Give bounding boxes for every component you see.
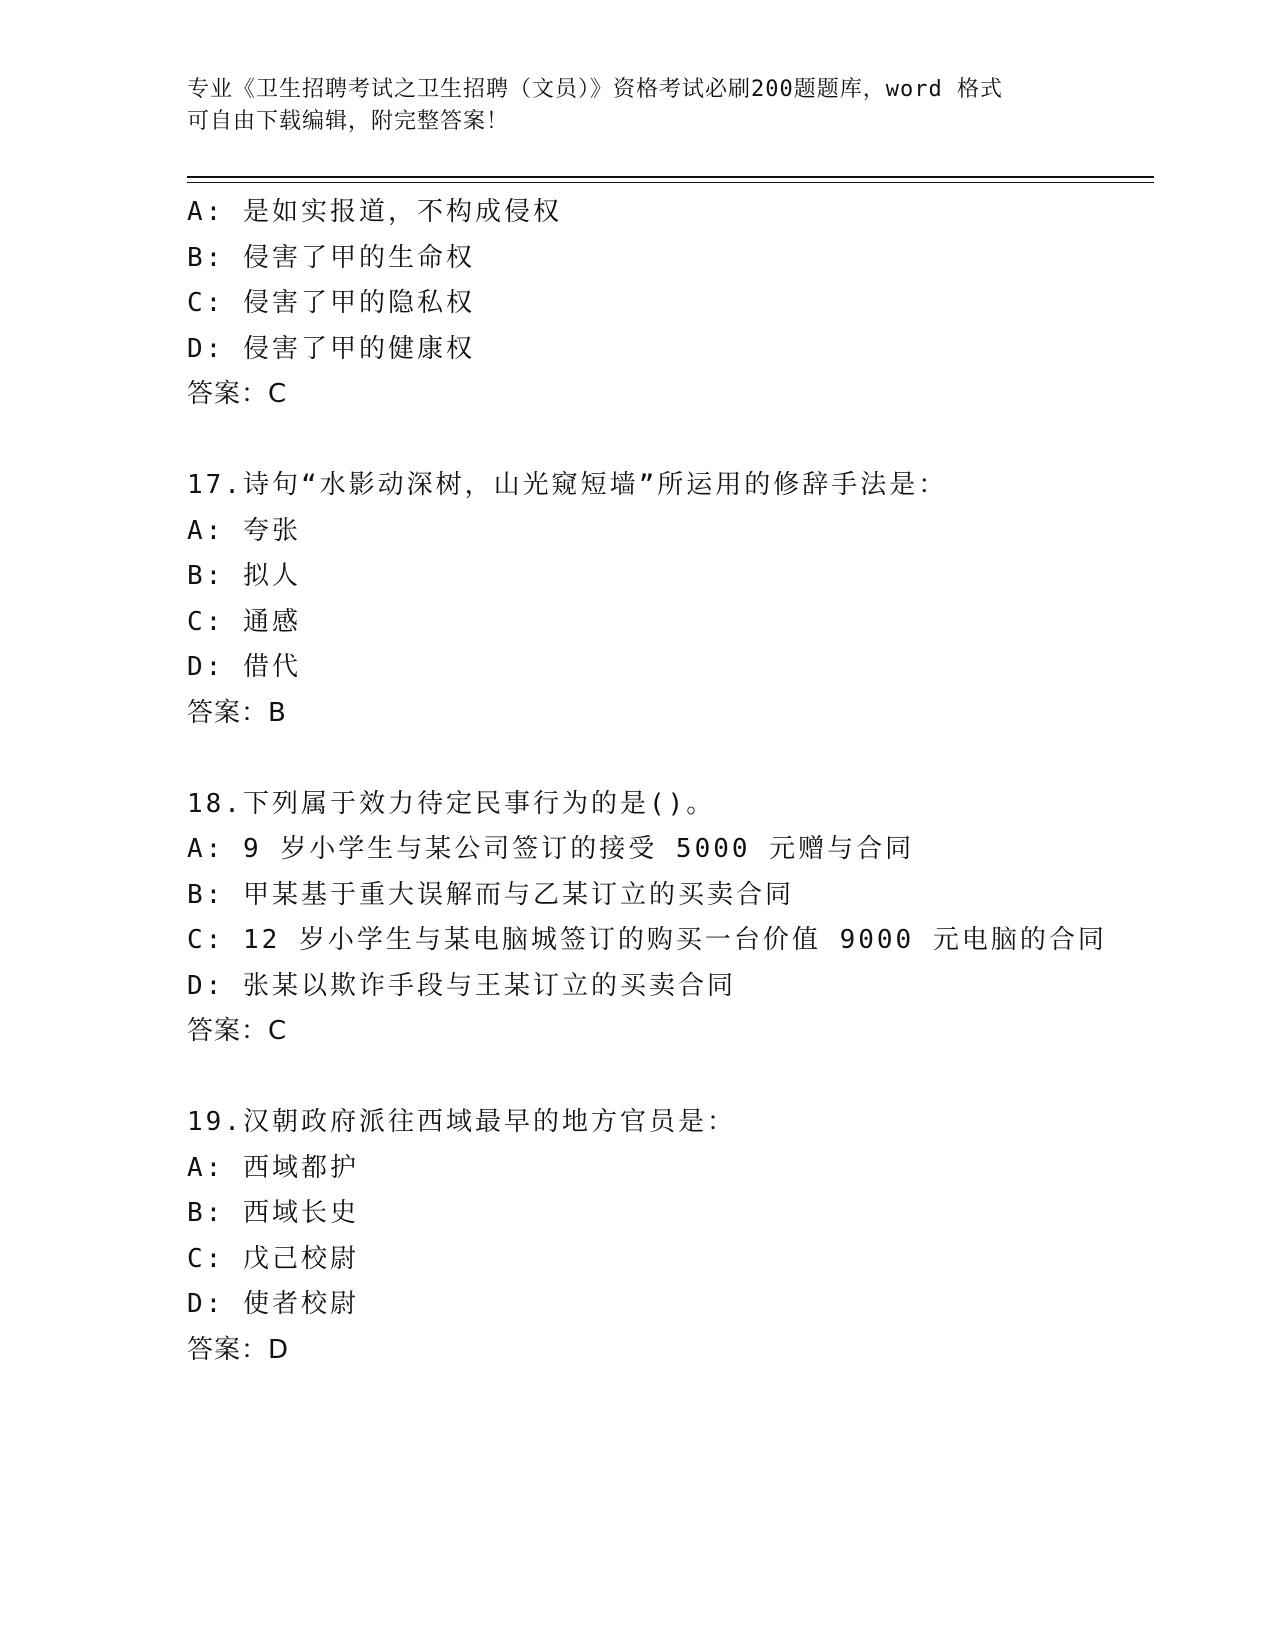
q17-option-d: D: 借代 [187, 652, 301, 682]
question-16-block [187, 190, 1147, 418]
q17-answer: 答案：B [187, 697, 287, 728]
question-18-block [187, 782, 1147, 1055]
q18-option-c: C: 12 岁小学生与某电脑城签订的购买一台价值 9000 元电脑的合同 [187, 925, 1107, 955]
q18-option-b: B: 甲某基于重大误解而与乙某订立的买卖合同 [187, 879, 794, 910]
q19-option-b: B: 西域长史 [187, 1198, 359, 1228]
document-header [187, 74, 1067, 138]
q18-question: 18.下列属于效力待定民事行为的是()。 [187, 788, 716, 819]
q19-option-d: D: 使者校尉 [187, 1289, 359, 1319]
question-17-block [187, 463, 1147, 736]
q16-option-a: A: 是如实报道，不构成侵权 [187, 197, 562, 227]
question-19-block [187, 1100, 1147, 1373]
header-line-1: 专业《卫生招聘考试之卫生招聘（文员）》资格考试必刷200题题库，word 格式 [187, 77, 1003, 102]
spacer [187, 418, 1147, 464]
question-content [187, 190, 1147, 1373]
q18-answer: 答案：C [187, 1016, 288, 1046]
q16-answer: 答案：C [187, 379, 288, 409]
q18-option-a: A: 9 岁小学生与某公司签订的接受 5000 元赠与合同 [187, 834, 915, 864]
q16-option-d: D: 侵害了甲的健康权 [187, 333, 475, 364]
header-divider-thick [187, 176, 1154, 178]
q19-option-a: A: 西域都护 [187, 1152, 359, 1183]
q19-question: 19.汉朝政府派往西域最早的地方官员是： [187, 1107, 736, 1137]
spacer [187, 736, 1147, 782]
q17-option-b: B: 拟人 [187, 561, 301, 591]
q18-option-d: D: 张某以欺诈手段与王某订立的买卖合同 [187, 970, 736, 1001]
header-line-2: 可自由下载编辑，附完整答案！ [187, 109, 510, 134]
q16-option-c: C: 侵害了甲的隐私权 [187, 288, 475, 318]
q19-answer: 答案：D [187, 1334, 290, 1365]
spacer [187, 1055, 1147, 1101]
q17-question: 17.诗句“水影动深树，山光窥短墙”所运用的修辞手法是： [187, 470, 948, 500]
q17-option-c: C: 通感 [187, 606, 301, 637]
q16-option-b: B: 侵害了甲的生命权 [187, 242, 475, 273]
q17-option-a: A: 夸张 [187, 515, 301, 546]
header-divider-thin [187, 182, 1154, 183]
q19-option-c: C: 戊己校尉 [187, 1243, 359, 1274]
